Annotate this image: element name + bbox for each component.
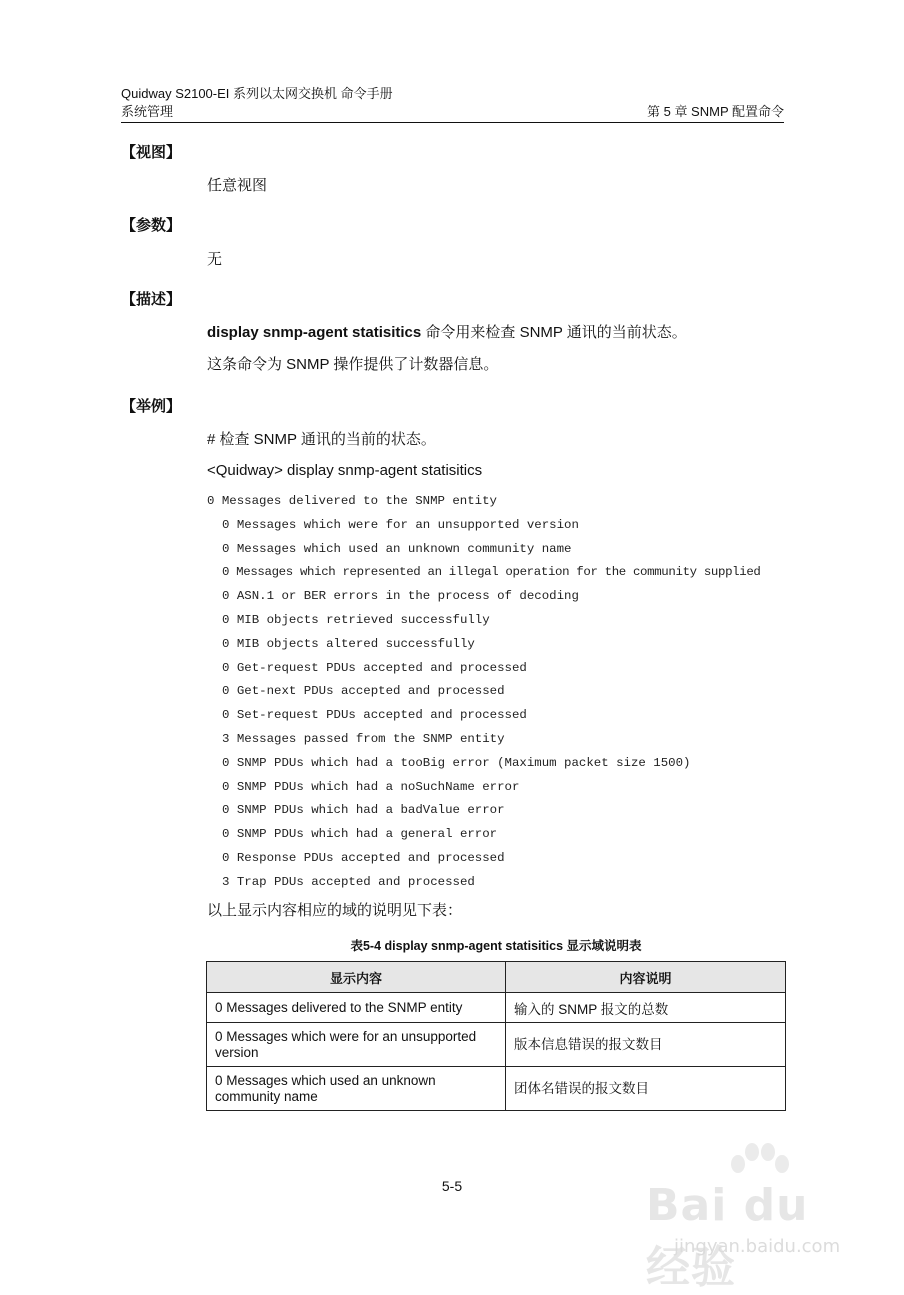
description-line-1 <box>207 323 687 343</box>
command-name: display snmp-agent statisitics <box>207 324 422 341</box>
output-line: 0 Messages delivered to the SNMP entity <box>207 494 497 508</box>
table-row <box>207 993 786 1023</box>
output-line: 0 SNMP PDUs which had a badValue error <box>222 803 505 818</box>
command-output <box>207 491 761 896</box>
table-row <box>207 1023 786 1067</box>
view-text: 任意视图 <box>207 177 268 194</box>
table-row <box>207 1067 786 1111</box>
document-title: Quidway S2100-EI 系列以太网交换机 命令手册 <box>121 86 393 101</box>
output-line: 3 Messages passed from the SNMP entity <box>222 731 505 746</box>
field-description-table <box>206 961 786 1111</box>
table-cell: 0 Messages which used an unknown community name <box>207 1067 506 1111</box>
description-line-2: 这条命令为 SNMP 操作提供了计数器信息。 <box>207 356 499 373</box>
section-name: 系统管理 <box>121 104 174 119</box>
output-line: 0 Get-next PDUs accepted and processed <box>222 684 505 699</box>
watermark-brand: Bai du 经验 <box>646 1180 809 1293</box>
table-header-row <box>207 962 786 993</box>
output-line: 0 MIB objects altered successfully <box>222 636 475 651</box>
table-cell: 版本信息错误的报文数目 <box>506 1023 786 1067</box>
view-heading: 【视图】 <box>121 144 182 161</box>
params-text: 无 <box>207 251 223 268</box>
output-line: 0 Messages which were for an unsupported version <box>222 517 579 532</box>
output-line: 0 SNMP PDUs which had a tooBig error (Maximum packet size 1500) <box>222 755 691 770</box>
output-line: 0 Messages which used an unknown community name <box>222 541 572 556</box>
watermark-url: jingyan.baidu.com <box>674 1236 841 1257</box>
description-heading: 【描述】 <box>121 291 182 308</box>
column-header: 显示内容 <box>207 962 506 993</box>
output-line: 3 Trap PDUs accepted and processed <box>222 874 475 889</box>
output-line: 0 ASN.1 or BER errors in the process of decoding <box>222 589 579 604</box>
table-caption: 表5-4 display snmp-agent statisitics 显示域说明表 <box>350 939 642 953</box>
output-line: 0 Get-request PDUs accepted and processed <box>222 660 527 675</box>
example-comment: # 检查 SNMP 通讯的当前的状态。 <box>207 431 436 448</box>
params-heading: 【参数】 <box>121 217 182 234</box>
column-header: 内容说明 <box>506 962 786 993</box>
page-number: 5-5 <box>441 1178 463 1194</box>
table-cell: 0 Messages delivered to the SNMP entity <box>207 993 506 1023</box>
table-cell: 团体名错误的报文数目 <box>506 1067 786 1111</box>
table-cell: 0 Messages which were for an unsupported version <box>207 1023 506 1067</box>
table-cell: 输入的 SNMP 报文的总数 <box>506 993 786 1023</box>
description-line-1-rest: 命令用来检查 SNMP 通讯的当前状态。 <box>421 324 687 341</box>
chapter-title: 第 5 章 SNMP 配置命令 <box>646 104 784 119</box>
output-line: 0 Messages which represented an illegal operation for the community supplied <box>222 565 761 580</box>
output-line: 0 SNMP PDUs which had a general error <box>222 827 498 842</box>
output-line: 0 SNMP PDUs which had a noSuchName error <box>222 779 520 794</box>
example-prompt: <Quidway> display snmp-agent statisitics <box>207 462 483 479</box>
table-intro: 以上显示内容相应的域的说明见下表： <box>207 902 463 919</box>
output-line: 0 MIB objects retrieved successfully <box>222 612 490 627</box>
header-divider <box>121 122 784 123</box>
output-line: 0 Set-request PDUs accepted and processed <box>222 708 527 723</box>
output-line: 0 Response PDUs accepted and processed <box>222 850 505 865</box>
example-heading: 【举例】 <box>121 398 182 415</box>
baidu-watermark <box>638 1140 868 1293</box>
